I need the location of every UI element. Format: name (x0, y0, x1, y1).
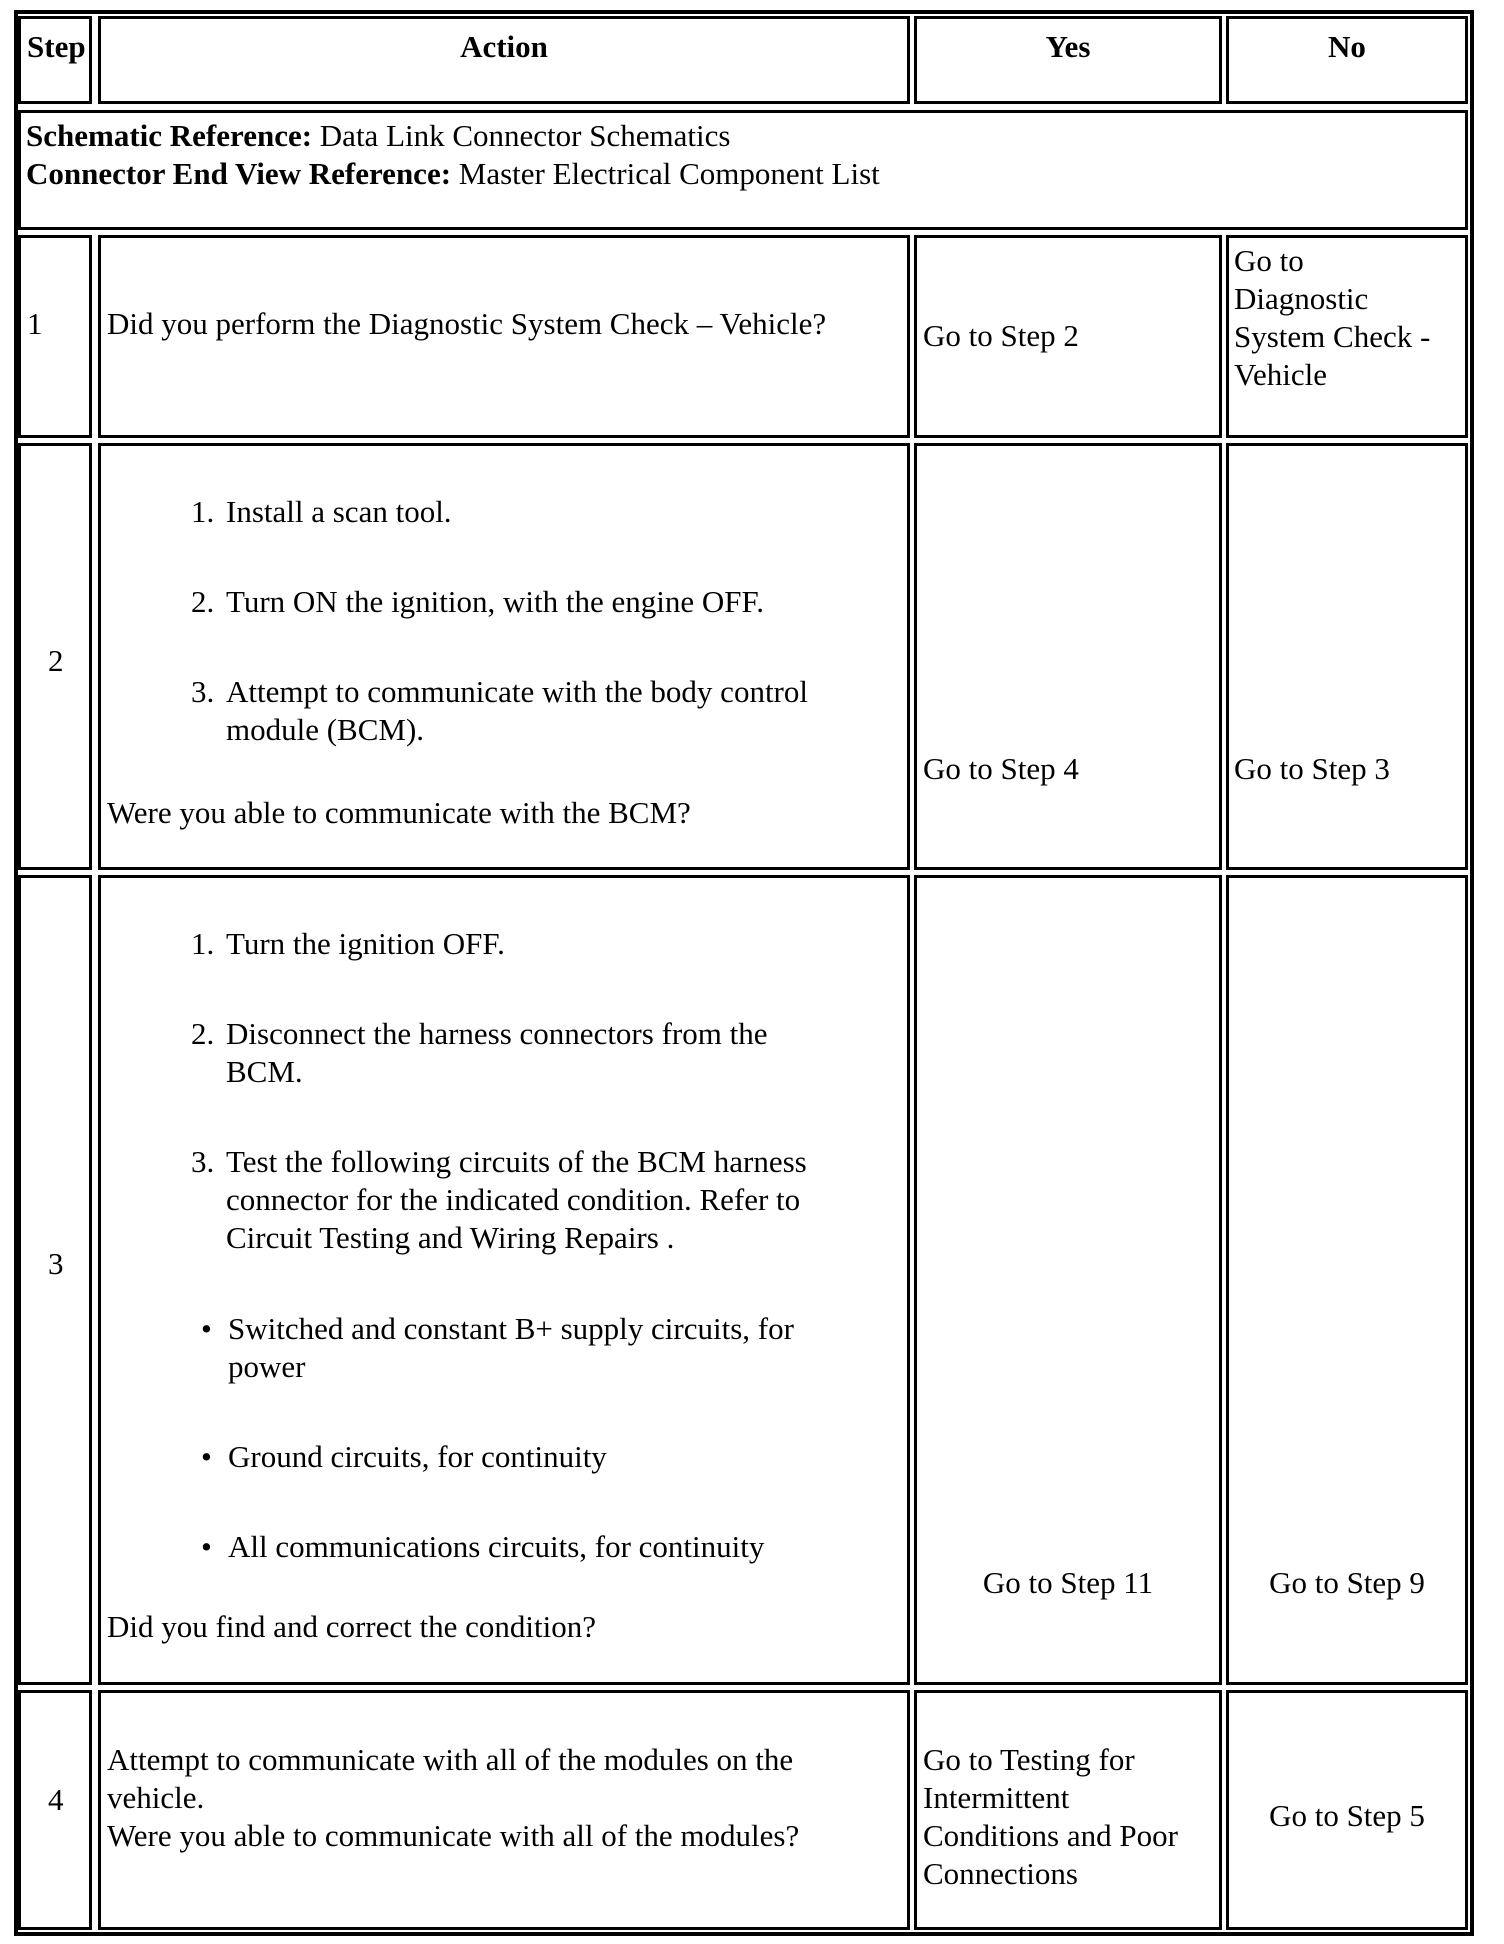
bullet-item: Ground circuits, for continuity (228, 1439, 607, 1474)
action-text: Did you perform the Diagnostic System Check – Vehicle? (107, 306, 827, 341)
row-1-yes-cell (914, 235, 1222, 438)
bullet-item: All communications circuits, for continuity (228, 1529, 765, 1564)
connector-reference-label: Connector End View Reference: (26, 156, 452, 191)
step-number: 3 (48, 1246, 64, 1281)
question-text: Did you find and correct the condition? (107, 1609, 596, 1644)
bullet-icon: • (201, 1529, 212, 1564)
yes-link[interactable]: Go to Testing for Intermittent Conditions and Poor Connections (923, 1742, 1178, 1891)
row-1-step-cell (18, 235, 92, 438)
no-link[interactable]: Go to Step 9 (1269, 1565, 1425, 1600)
step-number: 4 (48, 1782, 64, 1817)
yes-link[interactable]: Go to Step 4 (923, 751, 1079, 786)
question-text: Were you able to communicate with the BCM? (107, 795, 691, 830)
list-item: Test the following circuits of the BCM harness connector for the indicated condition. Refer to Circuit Testing and Wiring Repairs . (226, 1144, 807, 1255)
row-3-step-cell (18, 875, 92, 1685)
row-3-action-cell (98, 875, 910, 1685)
bullet-icon: • (201, 1439, 212, 1474)
schematic-reference-label: Schematic Reference: (26, 118, 313, 153)
header-no: No (1226, 16, 1468, 104)
list-number: 2. (191, 1016, 215, 1051)
step-number: 2 (48, 643, 64, 678)
bullet-item: Switched and constant B+ supply circuits, for power (228, 1311, 794, 1384)
row-2-yes-cell (914, 443, 1222, 870)
yes-link[interactable]: Go to Step 11 (982, 1565, 1154, 1600)
row-4-action-cell (98, 1690, 910, 1930)
list-item: Install a scan tool. (226, 494, 452, 529)
no-link[interactable]: Go to Step 5 (1269, 1798, 1425, 1833)
row-4-no-cell (1226, 1690, 1468, 1930)
row-2-no-cell (1226, 443, 1468, 870)
list-item: Disconnect the harness connectors from the BCM. (226, 1016, 768, 1089)
header-action: Action (98, 16, 910, 104)
row-3-no-cell (1226, 875, 1468, 1685)
row-2-action-cell (98, 443, 910, 870)
list-number: 3. (191, 1144, 215, 1179)
no-link[interactable]: Go to Step 3 (1234, 751, 1390, 786)
action-text: Attempt to communicate with all of the modules on the vehicle. Were you able to communicate with all of the modules? (107, 1742, 800, 1853)
connector-reference-link[interactable]: Master Electrical Component List (458, 156, 880, 191)
step-number: 1 (27, 306, 43, 341)
list-number: 1. (191, 494, 215, 529)
list-number: 1. (191, 926, 215, 961)
list-number: 2. (191, 584, 215, 619)
reference-row (18, 110, 1468, 230)
row-4-yes-cell (914, 1690, 1222, 1930)
row-3-yes-cell (914, 875, 1222, 1685)
yes-link[interactable]: Go to Step 2 (923, 318, 1079, 353)
header-step: Step (18, 16, 92, 104)
row-2-step-cell (18, 443, 92, 870)
list-item: Turn the ignition OFF. (226, 926, 505, 961)
row-4-step-cell (18, 1690, 92, 1930)
list-number: 3. (191, 674, 215, 709)
no-link[interactable]: Go to Diagnostic System Check - Vehicle (1234, 243, 1431, 392)
schematic-reference-link[interactable]: Data Link Connector Schematics (319, 118, 731, 153)
list-item: Attempt to communicate with the body control module (BCM). (226, 674, 808, 747)
row-1-no-cell (1226, 235, 1468, 438)
list-item: Turn ON the ignition, with the engine OFF. (226, 584, 765, 619)
row-1-action-cell (98, 235, 910, 438)
bullet-icon: • (201, 1311, 212, 1346)
header-yes: Yes (914, 16, 1222, 104)
